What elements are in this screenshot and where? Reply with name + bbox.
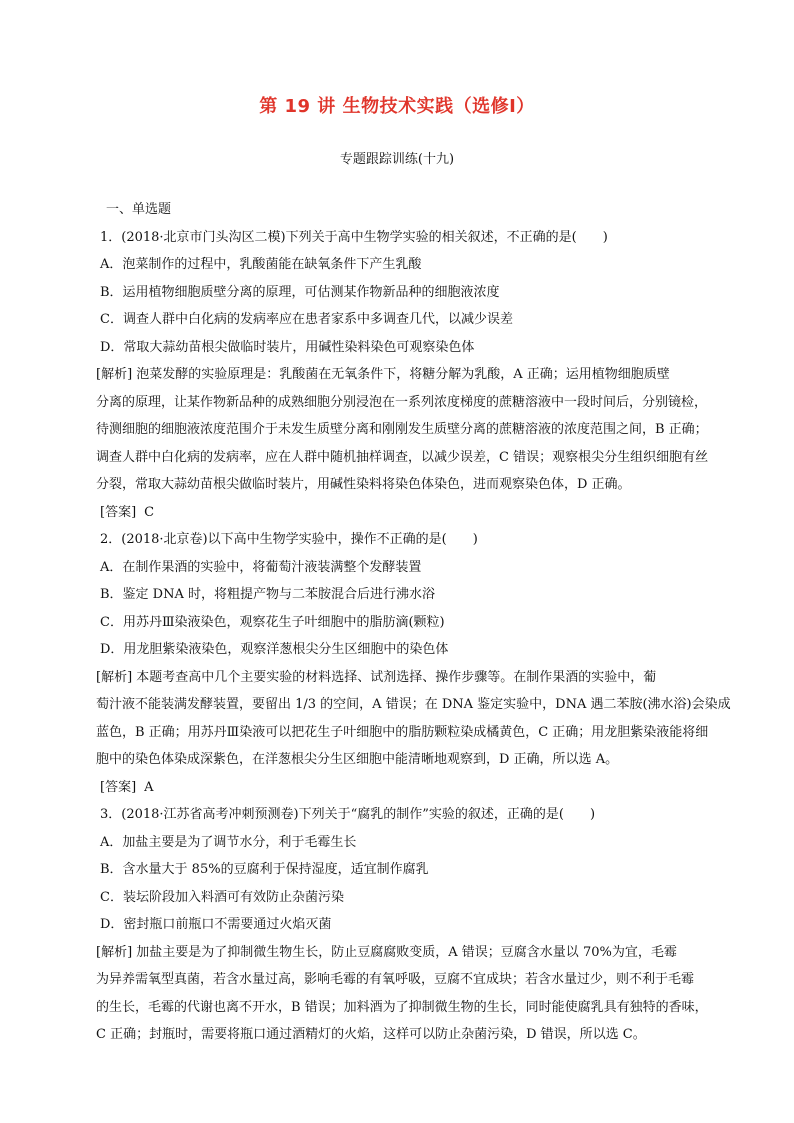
answer-value: C bbox=[144, 504, 155, 520]
analysis-label: [解析] bbox=[96, 669, 133, 685]
question-1-option-c: C．调查人群中白化病的发病率应在患者家系中多调查几代，以减少误差 bbox=[100, 312, 513, 327]
question-2-analysis-line: 胞中的染色体染成深紫色，在洋葱根尖分生区细胞中能清晰地观察到，D 正确，所以选 A。 bbox=[96, 752, 619, 767]
question-2-option-b: B．鉴定 DNA 时，将粗提产物与二苯胺混合后进行沸水浴 bbox=[100, 587, 436, 602]
question-2-answer bbox=[100, 774, 700, 802]
question-1-option-a: A．泡菜制作的过程中，乳酸菌能在缺氧条件下产生乳酸 bbox=[100, 257, 422, 272]
question-2-analysis-line: 蓝色，B 正确；用苏丹Ⅲ染液可以把花生子叶细胞中的脂肪颗粒染成橘黄色，C 正确；用龙胆紫染液能将细 bbox=[96, 724, 709, 740]
page-title: 第 19 讲 生物技术实践（选修Ⅰ） bbox=[259, 96, 535, 117]
question-2-option-c: C．用苏丹Ⅲ染液染色，观察花生子叶细胞中的脂肪滴(颗粒) bbox=[100, 614, 445, 630]
answer-label: [答案] bbox=[100, 504, 137, 520]
answer-label: [答案] bbox=[100, 779, 137, 795]
question-1-analysis-line: 调查人群中白化病的发病率，应在人群中随机抽样调查，以减少误差，C 错误；观察根尖分生组织细胞有丝 bbox=[96, 449, 709, 465]
question-3-option-d: D．密封瓶口前瓶口不需要通过火焰灭菌 bbox=[100, 917, 332, 932]
question-2-analysis-line: [解析] 本题考查高中几个主要实验的材料选择、试剂选择、操作步骤等。在制作果酒的实验中，葡 bbox=[96, 669, 657, 685]
question-2-stem: 2．(2018·北京卷)以下高中生物学实验中，操作不正确的是( ) bbox=[100, 532, 478, 547]
question-1-analysis-line: 分离的原理，让某作物新品种的成熟细胞分别浸泡在一系列浓度梯度的蔗糖溶液中一段时间后，分别镜检， bbox=[96, 394, 708, 410]
answer-value: A bbox=[144, 779, 154, 795]
question-3-analysis-line: [解析] 加盐主要是为了抑制微生物生长，防止豆腐腐败变质，A 错误；豆腐含水量以 70%为宜，毛霉 bbox=[96, 944, 677, 960]
question-1-analysis-line: 待测细胞的细胞液浓度范围介于未发生质壁分离和刚刚发生质壁分离的蔗糖溶液的浓度范围之间，B 正确； bbox=[96, 422, 708, 437]
question-2-analysis-line: 萄汁液不能装满发酵装置，要留出 1/3 的空间，A 错误；在 DNA 鉴定实验中，DNA 遇二苯胺(沸水浴)会染成 bbox=[96, 697, 731, 712]
question-3-analysis-line: 为异养需氧型真菌，若含水量过高，影响毛霉的有氧呼吸，豆腐不宜成块；若含水量过少，则不利于毛霉 bbox=[96, 972, 695, 987]
question-3-option-c: C．装坛阶段加入料酒可有效防止杂菌污染 bbox=[100, 889, 344, 905]
analysis-label: [解析] bbox=[96, 367, 133, 382]
question-3-analysis-line: C 正确；封瓶时，需要将瓶口通过酒精灯的火焰，这样可以防止杂菌污染，D 错误，所以选 C。 bbox=[96, 1027, 646, 1042]
question-3-option-b: B．含水量大于 85%的豆腐利于保持湿度，适宜制作腐乳 bbox=[100, 862, 429, 877]
document-body bbox=[96, 196, 731, 1049]
question-1-analysis-line: 分裂，常取大蒜幼苗根尖做临时装片，用碱性染料将染色体染色，进而观察染色体，D 正确。 bbox=[96, 477, 631, 492]
section-heading: 一、单选题 bbox=[106, 202, 172, 217]
question-2-option-d: D．用龙胆紫染液染色，观察洋葱根尖分生区细胞中的染色体 bbox=[100, 642, 449, 657]
question-3-option-a: A．加盐主要是为了调节水分，利于毛霉生长 bbox=[100, 834, 357, 850]
question-1-answer bbox=[100, 499, 700, 527]
question-1-option-b: B．运用植物细胞质壁分离的原理，可估测某作物新品种的细胞液浓度 bbox=[100, 284, 500, 300]
question-1-analysis-line: [解析] 泡菜发酵的实验原理是：乳酸菌在无氧条件下，将糖分解为乳酸，A 正确；运用植物细胞质壁 bbox=[96, 367, 670, 382]
question-3-analysis-line: 的生长，毛霉的代谢也离不开水，B 错误；加料酒为了抑制微生物的生长，同时能使腐乳具有独特的香味， bbox=[96, 999, 708, 1015]
page-subtitle: 专题跟踪训练(十九) bbox=[339, 152, 455, 167]
analysis-label: [解析] bbox=[96, 944, 133, 960]
question-1-stem: 1．(2018·北京市门头沟区二模)下列关于高中生物学实验的相关叙述，不正确的是( ) bbox=[100, 229, 608, 245]
question-2-option-a: A．在制作果酒的实验中，将葡萄汁液装满整个发酵装置 bbox=[100, 559, 422, 575]
question-1-option-d: D．常取大蒜幼苗根尖做临时装片，用碱性染料染色可观察染色体 bbox=[100, 339, 475, 355]
question-3-stem: 3．(2018·江苏省高考冲刺预测卷)下列关于“腐乳的制作”实验的叙述，正确的是( ) bbox=[100, 807, 596, 822]
